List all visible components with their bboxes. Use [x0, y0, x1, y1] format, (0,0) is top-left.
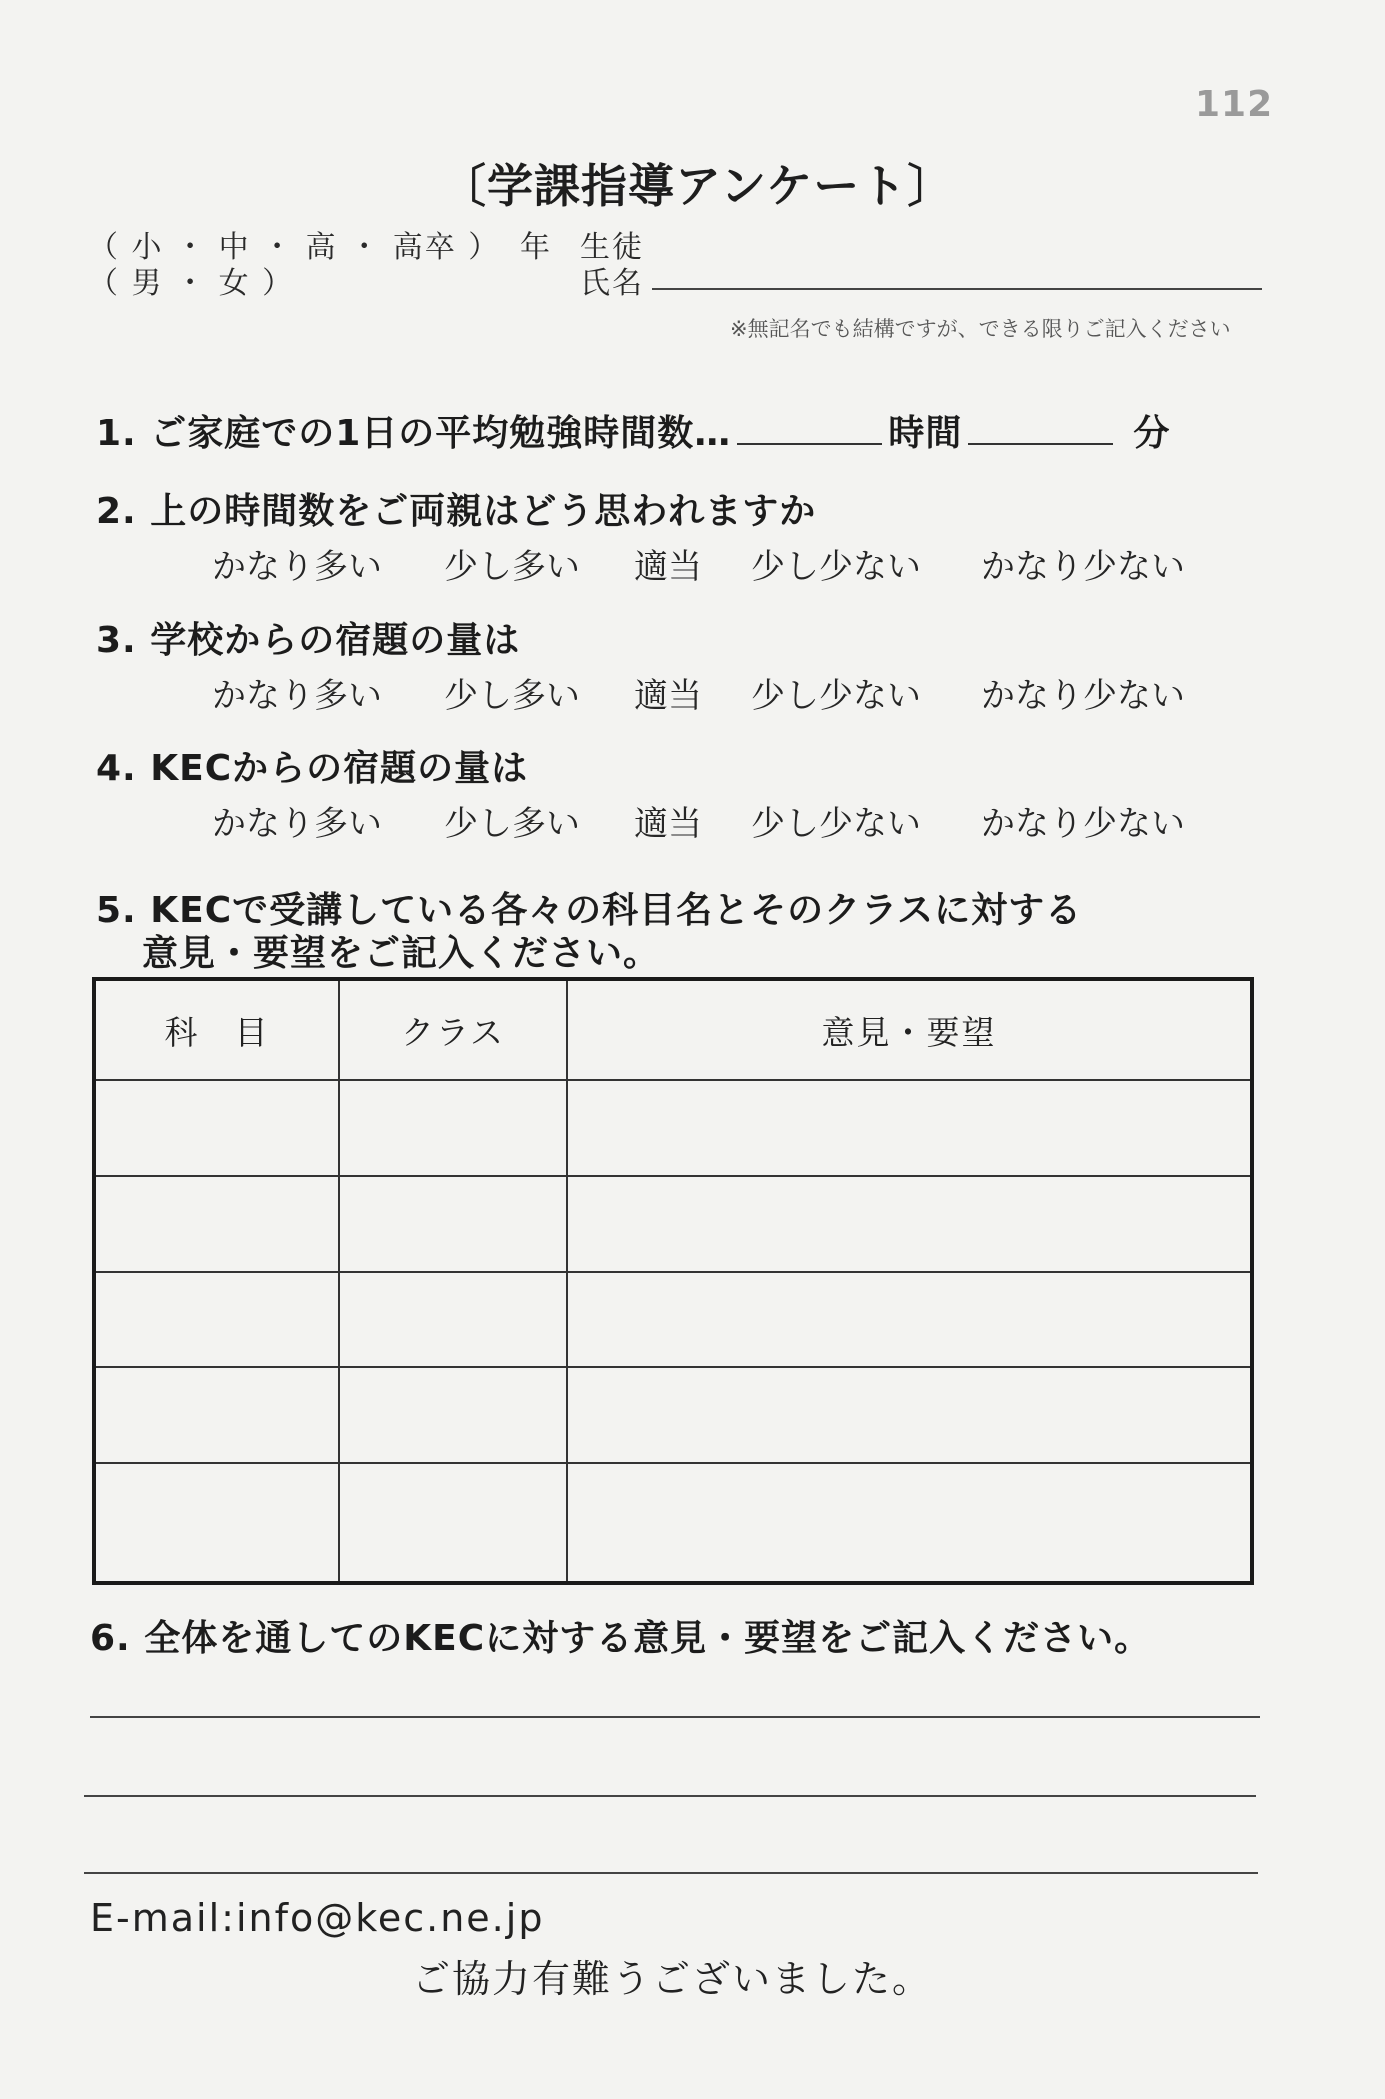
- thanks-message: ご協力有難うございました。: [412, 1957, 933, 2001]
- question-1: [96, 405, 1170, 456]
- class-cell[interactable]: [339, 1463, 567, 1583]
- subject-cell[interactable]: [94, 1272, 339, 1368]
- school-level-options: （ 小 ・ 中 ・ 高 ・ 高卒 ）: [88, 230, 501, 265]
- name-label: 氏名: [580, 266, 644, 301]
- student-label: 生徒: [580, 230, 644, 265]
- question-6: 6. 全体を通してのKECに対する意見・要望をご記入ください。: [90, 1618, 1152, 1659]
- choice-very-few[interactable]: かなり少ない: [981, 547, 1185, 587]
- name-field-line[interactable]: [652, 288, 1262, 290]
- question-3-choices: [212, 668, 1185, 717]
- choice-somewhat-many[interactable]: 少し多い: [444, 547, 580, 587]
- opinion-cell[interactable]: [567, 1272, 1252, 1368]
- choice-somewhat-few[interactable]: 少し少ない: [751, 804, 921, 844]
- subject-cell[interactable]: [94, 1176, 339, 1272]
- minutes-unit: 分: [1133, 413, 1171, 454]
- hours-unit: 時間: [888, 413, 963, 454]
- question-5-line-2: 意見・要望をご記入ください。: [142, 933, 661, 974]
- gender-options: （ 男 ・ 女 ）: [88, 266, 295, 301]
- subject-cell[interactable]: [94, 1367, 339, 1463]
- column-header-class: クラス: [339, 979, 567, 1080]
- page-number: 112: [1195, 84, 1274, 125]
- choice-very-many[interactable]: かなり多い: [212, 804, 382, 844]
- grade-label: 年: [520, 230, 552, 265]
- opinion-table: [92, 977, 1254, 1585]
- question-3: 3. 学校からの宿題の量は: [96, 620, 521, 661]
- question-2-choices: [212, 539, 1185, 588]
- opinion-cell[interactable]: [567, 1176, 1252, 1272]
- comment-line-3[interactable]: [84, 1872, 1258, 1874]
- comment-line-2[interactable]: [84, 1795, 1256, 1797]
- subject-cell[interactable]: [94, 1080, 339, 1176]
- minutes-blank[interactable]: [968, 413, 1113, 445]
- choice-somewhat-many[interactable]: 少し多い: [444, 804, 580, 844]
- table-header-row: [94, 979, 1252, 1080]
- opinion-cell[interactable]: [567, 1080, 1252, 1176]
- anonymous-note: ※無記名でも結構ですが、できる限りご記入ください: [730, 317, 1231, 341]
- choice-very-many[interactable]: かなり多い: [212, 547, 382, 587]
- choice-somewhat-many[interactable]: 少し多い: [444, 676, 580, 716]
- table-row: [94, 1463, 1252, 1583]
- choice-very-many[interactable]: かなり多い: [212, 676, 382, 716]
- class-cell[interactable]: [339, 1080, 567, 1176]
- table-row: [94, 1080, 1252, 1176]
- opinion-cell[interactable]: [567, 1463, 1252, 1583]
- question-5-line-1: 5. KECで受講している各々の科目名とそのクラスに対する: [96, 890, 1083, 931]
- column-header-subject: 科 目: [94, 979, 339, 1080]
- question-4-choices: [212, 796, 1185, 845]
- hours-blank[interactable]: [737, 413, 882, 445]
- choice-somewhat-few[interactable]: 少し少ない: [751, 676, 921, 716]
- comment-line-1[interactable]: [90, 1716, 1260, 1718]
- contact-email[interactable]: E-mail:info@kec.ne.jp: [90, 1896, 545, 1940]
- question-1-text: 1. ご家庭での1日の平均勉強時間数…: [96, 413, 732, 454]
- choice-very-few[interactable]: かなり少ない: [981, 676, 1185, 716]
- choice-appropriate[interactable]: 適当: [634, 547, 702, 587]
- choice-appropriate[interactable]: 適当: [634, 676, 702, 716]
- class-cell[interactable]: [339, 1367, 567, 1463]
- choice-appropriate[interactable]: 適当: [634, 804, 702, 844]
- choice-very-few[interactable]: かなり少ない: [981, 804, 1185, 844]
- column-header-opinion: 意見・要望: [567, 979, 1252, 1080]
- subject-cell[interactable]: [94, 1463, 339, 1583]
- table-row: [94, 1367, 1252, 1463]
- question-2: 2. 上の時間数をご両親はどう思われますか: [96, 491, 817, 532]
- class-cell[interactable]: [339, 1272, 567, 1368]
- table-row: [94, 1176, 1252, 1272]
- question-4: 4. KECからの宿題の量は: [96, 748, 529, 789]
- class-cell[interactable]: [339, 1176, 567, 1272]
- choice-somewhat-few[interactable]: 少し少ない: [751, 547, 921, 587]
- opinion-cell[interactable]: [567, 1367, 1252, 1463]
- table-row: [94, 1272, 1252, 1368]
- page-title: 〔学課指導アンケート〕: [440, 159, 955, 213]
